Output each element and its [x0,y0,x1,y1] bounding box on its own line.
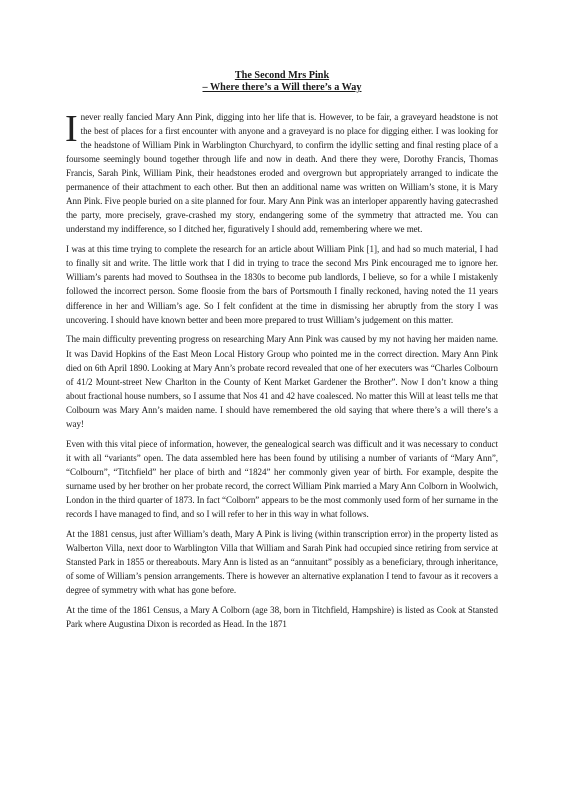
paragraph-6: At the time of the 1861 Census, a Mary A Colborn (age 38, born in Titchfield, Hampshire) is listed as Cook at Stansted Park where Augustina Dixon is recorded as Head. In the 1871 [66,605,498,630]
document-page [66,70,498,637]
paragraph-5: At the 1881 census, just after William’s death, Mary A Pink is living (within transcription error) in the property listed as Walberton Villa, next door to Warblington Villa that William and Sarah Pink had occupied since retiring from service at Stansted Park in 1855 or thereabouts. Mary Ann is listed as an “annuitant” possibly as a beneficiary, through inheritance, of some of William’s pension arrangements. There is however an alternative explanation I tend to favour as it recovers a degree of symmetry with what has gone before. [66,528,498,596]
document-body [66,110,498,631]
paragraph-3: The main difficulty preventing progress on researching Mary Ann Pink was caused by my not having her maiden name. It was David Hopkins of the East Meon Local History Group who pointed me in the correct direction. Mary Ann Pink died on 6th April 1890. Looking at Mary Ann’s probate record revealed that one of her executers was “Charles Colbourn of 41/2 Mount-street New Charlton in the County of Kent Market Gardener the Brother”. Now I don’t know a thing about fractional house numbers, so I assume that Nos 41 and 42 have coalesced. No matter this Will at least tells me that Colbourn was Mary Ann’s maiden name. I should have remembered the old saying that where there’s a will there’s a way! [66,334,498,429]
paragraph-1-text: never really fancied Mary Ann Pink, digging into her life that is. However, to be fair, a graveyard headstone is not the best of places for a first encounter with anyone and a graveyard is no place for digging either. I was looking for the headstone of William Pink in Warblington Churchyard, to confirm the idyllic setting and final resting place of a foursome seemingly bound together through life and now in death. And there they were, Dorothy Francis, Thomas Francis, Sarah Pink, William Pink, their headstones eroded and overgrown but appropriately arranged to indicate the permanence of their attachment to each other. But then an additional name was written on William’s stone, it is Mary Ann Pink. Five people buried on a site planned for four. Mary Ann Pink was an interloper apparently having gatecrashed the party, more precisely, grave-crashed my story, endangering some of the symmetry that attracted me. You can understand my indifference, so I ditched her, figuratively I should add, remembering where we met. [66,112,498,235]
drop-cap-letter: I [65,108,78,150]
title-line-1: The Second Mrs Pink [234,70,330,81]
document-title [66,70,498,94]
title-line-2: – Where there’s a Will there’s a Way [202,82,362,93]
paragraph-1 [66,110,498,236]
paragraph-2: I was at this time trying to complete the research for an article about William Pink [1], and had so much material, I had to finally sit and write. The little work that I did in trying to trace the second Mrs Pink encouraged me to ignore her. William’s parents had moved to Southsea in the 1830s to become pub landlords, I believe, so for a while I mistakenly followed the incorrect person. Some floosie from the bars of Portsmouth I finally reckoned, having noted the 11 years difference in her and William’s age. So I felt confident at the time in dismissing her abruptly from the story I was uncovering. I should have known better and been more prepared to trust William’s judgement on this matter. [66,244,498,325]
paragraph-4: Even with this vital piece of information, however, the genealogical search was difficult and it was necessary to conduct it with all “variants” open. The data assembled here has been found by utilising a number of variants of “Mary Ann”, “Colbourn”, “Titchfield” her place of birth and “1824” her commonly given year of birth. For example, despite the surname used by her brother on her probate record, the correct William Pink married a Mary Ann Colborn in Woolwich, London in the third quarter of 1873. In fact “Colborn” appears to be the most commonly used form of her surname in the records I have managed to find, and so I will refer to her in this way in what follows. [66,438,499,519]
